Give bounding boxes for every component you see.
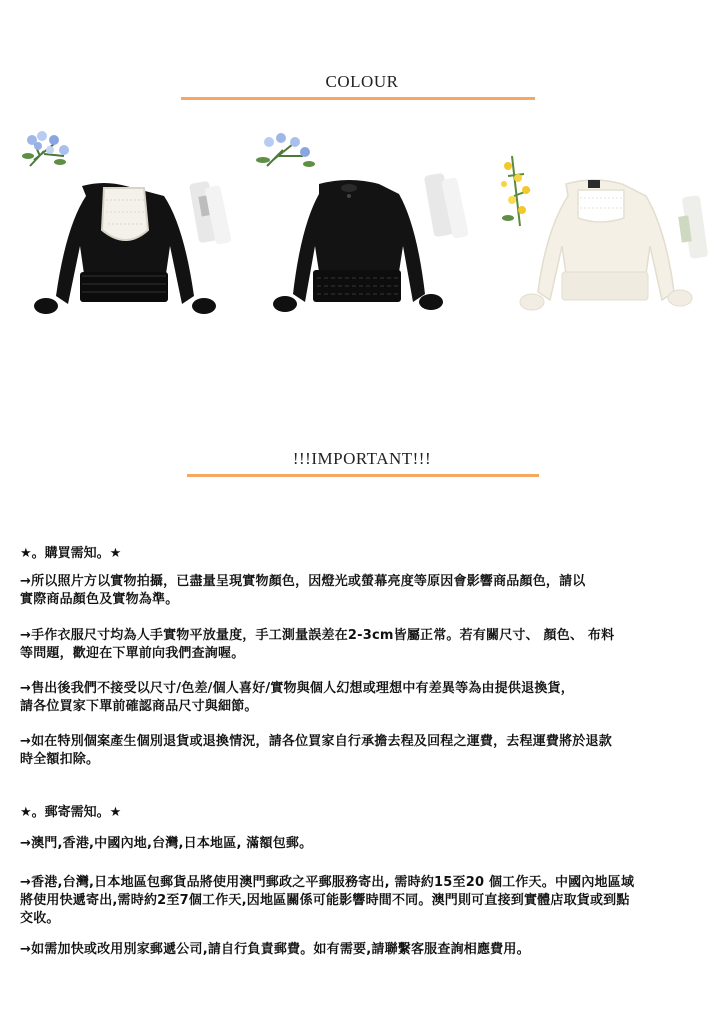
purchase-notice-heading: ★。購買需知。★ [20,546,122,561]
product-photo-black-front [14,126,236,346]
purchase-notice-paragraph-1 [20,573,704,609]
flower-decoration-icon [22,131,69,166]
notice-line: 實際商品顏色及實物為準。 [20,592,179,607]
colour-title: COLOUR [325,72,399,91]
flower-decoration-icon [256,133,315,167]
notice-line: →澳門,香港,中國內地,台灣,日本地區, 滿額包郵。 [20,836,313,851]
purchase-notice-paragraph-3 [20,680,704,716]
magazine-prop-icon [678,195,708,259]
important-divider [187,474,539,477]
purchase-notice-paragraph-4 [20,733,704,769]
notice-line: →手作衣服尺寸均為人手實物平放量度，手工測量誤差在2-3cm皆屬正常。若有關尺寸、 顏色、 布料 [20,628,615,643]
purchase-notice-paragraph-2 [20,627,704,663]
colour-divider [181,97,535,100]
notice-line: 時全額扣除。 [20,752,100,767]
notice-line: 等問題，歡迎在下單前向我們查詢喔。 [20,646,245,661]
yellow-flower-decoration-icon [501,156,530,226]
shipping-notice-paragraph-1 [20,835,704,853]
product-photo-black-back [249,126,471,346]
notice-line: 將使用快遞寄出,需時約2至7個工作天,因地區關係可能影響時間不同。澳門則可直接到實體店取貨或到點 [20,893,630,908]
notice-line: 請各位買家下單前確認商品尺寸與細節。 [20,699,258,714]
magazine-prop-icon [189,181,232,245]
notice-line: →所以照片方以實物拍攝，已盡量呈現實物顏色，因燈光或螢幕亮度等原因會影響商品顏色，請以 [20,574,586,589]
notice-line: 交收。 [20,911,60,926]
notice-line: →售出後我們不接受以尺寸/色差/個人喜好/實物與個人幻想或理想中有差異等為由提供退換貨， [20,681,574,696]
important-title: !!!IMPORTANT!!! [292,449,432,468]
shipping-notice-paragraph-2 [20,874,704,928]
notice-line: →如需加快或改用別家郵遞公司,請自行負責郵費。如有需要,請聯繫客服查詢相應費用。 [20,942,530,957]
product-photo-white-front [490,126,712,346]
notice-line: →如在特別個案產生個別退貨或退換情況，請各位買家自行承擔去程及回程之運費，去程運費將於退款 [20,734,612,749]
notice-line: →香港,台灣,日本地區包郵貨品將使用澳門郵政之平郵服務寄出, 需時約15至20 個工作天。中國內地區域 [20,875,635,890]
magazine-prop-icon [424,173,469,239]
shipping-notice-heading: ★。郵寄需知。★ [20,805,122,820]
shipping-notice-paragraph-3 [20,941,704,959]
